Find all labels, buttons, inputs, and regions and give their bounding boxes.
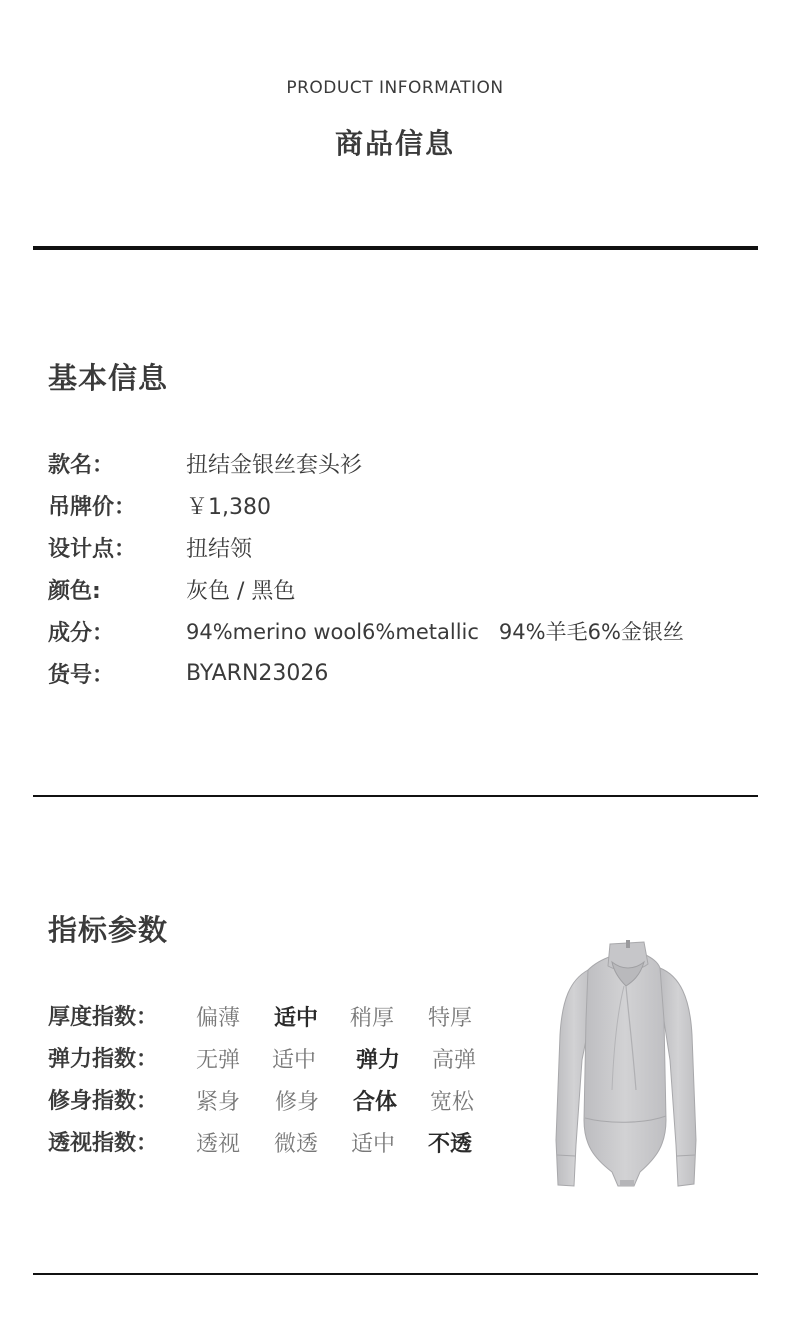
section-divider bbox=[33, 795, 758, 797]
info-row-color bbox=[48, 571, 295, 607]
info-row-name bbox=[48, 445, 362, 481]
info-value: 灰色 / 黑色 bbox=[186, 578, 296, 604]
index-option-selected: 适中 bbox=[274, 1006, 319, 1031]
header-title-en: PRODUCT INFORMATION bbox=[286, 78, 504, 98]
index-option: 适中 bbox=[351, 1132, 396, 1157]
info-label: 款名： bbox=[48, 452, 115, 478]
info-label: 颜色: bbox=[48, 578, 101, 604]
info-value: 扭结领 bbox=[186, 536, 253, 562]
index-option: 适中 bbox=[272, 1048, 317, 1073]
info-value: ￥1,380 bbox=[186, 494, 271, 520]
index-row-transparency bbox=[48, 1123, 508, 1159]
index-option-selected: 合体 bbox=[353, 1090, 398, 1115]
index-option: 特厚 bbox=[428, 1006, 473, 1031]
index-option: 高弹 bbox=[432, 1048, 477, 1073]
index-option: 紧身 bbox=[196, 1090, 241, 1115]
info-value: 94%merino wool6%metallic 94%羊毛6%金银丝 bbox=[186, 620, 684, 644]
header-divider bbox=[33, 246, 758, 250]
index-option: 偏薄 bbox=[196, 1006, 241, 1031]
index-option: 微透 bbox=[274, 1132, 319, 1157]
basic-info-title: 基本信息 bbox=[48, 361, 169, 395]
info-label: 吊牌价： bbox=[48, 494, 137, 520]
index-option-selected: 弹力 bbox=[356, 1048, 401, 1073]
info-label: 成分： bbox=[48, 620, 115, 646]
info-row-sku bbox=[48, 655, 328, 691]
index-option: 修身 bbox=[275, 1090, 320, 1115]
info-value: 扭结金银丝套头衫 bbox=[186, 452, 363, 478]
index-label: 修身指数： bbox=[48, 1088, 159, 1114]
index-option: 透视 bbox=[196, 1132, 241, 1157]
index-option-selected: 不透 bbox=[428, 1132, 473, 1157]
header-title-cn: 商品信息 bbox=[334, 127, 455, 160]
index-option: 宽松 bbox=[430, 1090, 475, 1115]
index-row-elasticity bbox=[48, 1039, 508, 1075]
info-label: 设计点： bbox=[48, 536, 137, 562]
index-label: 透视指数： bbox=[48, 1130, 159, 1156]
info-label: 货号： bbox=[48, 662, 115, 688]
grey-knit-bodysuit-icon bbox=[548, 940, 708, 1196]
info-row-composition bbox=[48, 613, 684, 649]
index-option: 无弹 bbox=[196, 1048, 241, 1073]
info-value: BYARN23026 bbox=[186, 660, 329, 686]
index-row-fit bbox=[48, 1081, 508, 1117]
index-option: 稍厚 bbox=[350, 1006, 395, 1031]
section-divider bbox=[33, 1273, 758, 1275]
indices-title: 指标参数 bbox=[48, 913, 169, 947]
index-label: 弹力指数： bbox=[48, 1046, 159, 1072]
info-row-design bbox=[48, 529, 252, 565]
index-label: 厚度指数： bbox=[48, 1004, 159, 1030]
index-row-thickness bbox=[48, 997, 508, 1033]
info-row-price bbox=[48, 487, 271, 523]
